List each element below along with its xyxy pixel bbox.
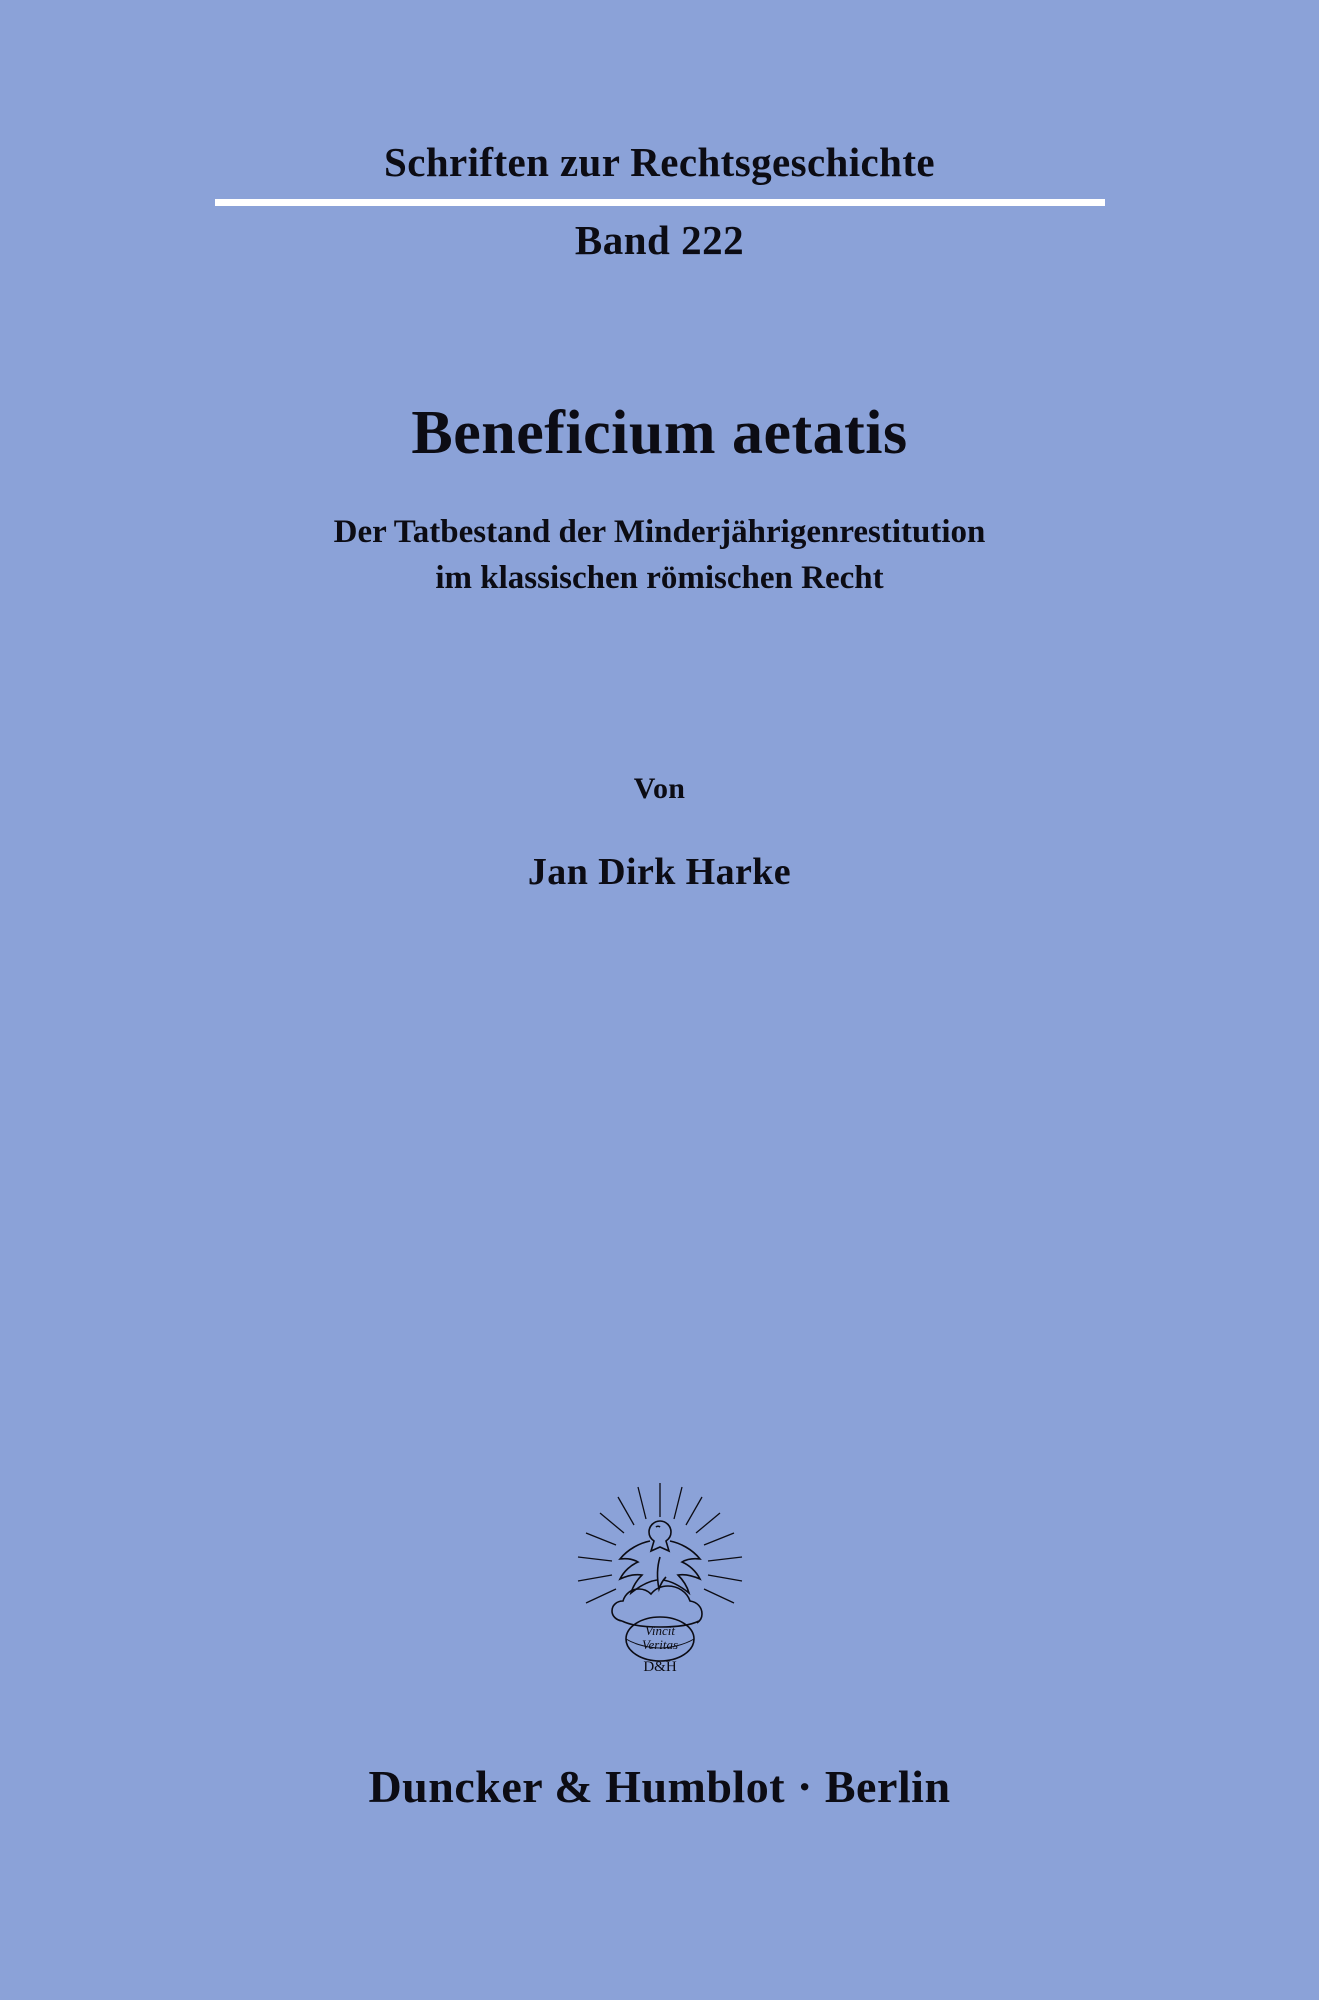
book-title: Beneficium aetatis	[411, 399, 908, 468]
logo-monogram: D&H	[642, 1659, 677, 1675]
book-subtitle	[0, 509, 1319, 603]
series-block	[0, 140, 1319, 264]
author-block	[0, 772, 1319, 894]
logo-motto-line-2: Veritas	[641, 1637, 678, 1652]
publisher-name: Duncker & Humblot · Berlin	[368, 1761, 951, 1812]
series-title: Schriften zur Rechtsgeschichte	[384, 139, 935, 185]
title-block	[0, 399, 1319, 602]
author-name: Jan Dirk Harke	[527, 851, 792, 894]
series-volume: Band 222	[574, 217, 745, 264]
series-divider	[215, 199, 1105, 206]
by-label: Von	[633, 772, 686, 806]
book-subtitle-line-2: im klassischen römischen Recht	[435, 560, 884, 597]
book-subtitle-line-1: Der Tatbestand der Minderjährigenrestitution	[333, 513, 986, 550]
logo-motto-line-1: Vincit	[644, 1623, 675, 1638]
publisher-logo-icon	[560, 1475, 760, 1705]
